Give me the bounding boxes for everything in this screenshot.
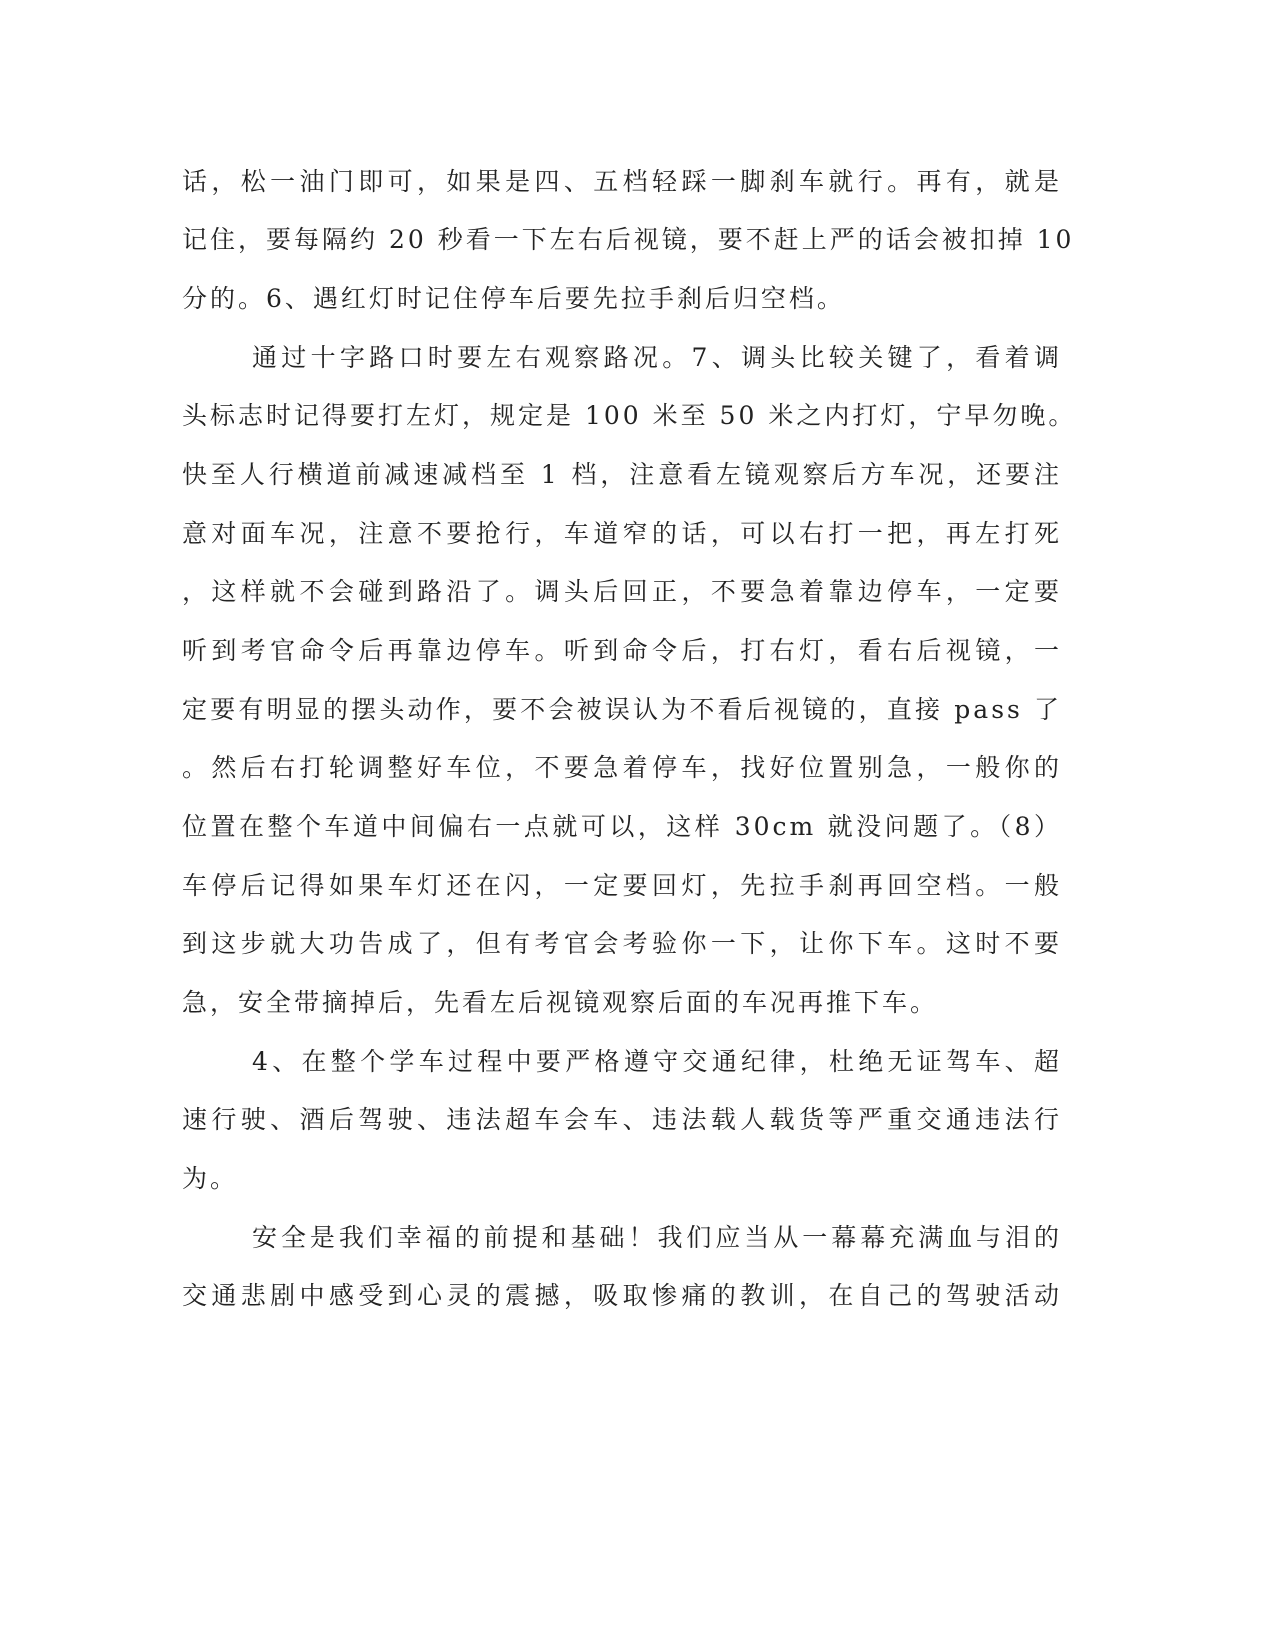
text-line-7: 意对面车况，注意不要抢行，车道窄的话，可以右打一把，再左打死 <box>182 519 1062 548</box>
text-line-14: 到这步就大功告成了，但有考官会考验你一下，让你下车。这时不要 <box>182 929 1062 958</box>
text-line-15: 急，安全带摘掉后，先看左后视镜观察后面的车况再推下车。 <box>182 988 939 1017</box>
text-line-6: 快至人行横道前减速减档至 1 档，注意看左镜观察后方车况，还要注 <box>182 460 1062 489</box>
text-line-10: 定要有明显的摆头动作，要不会被误认为不看后视镜的，直接 pass 了 <box>182 695 1062 724</box>
text-line-11: 。然后右打轮调整好车位，不要急着停车，找好位置别急，一般你的 <box>182 753 1062 782</box>
text-line-16: 4、在整个学车过程中要严格遵守交通纪律，杜绝无证驾车、超 <box>252 1047 1062 1076</box>
text-line-2: 记住，要每隔约 20 秒看一下左右后视镜，要不赶上严的话会被扣掉 10 <box>182 225 1075 254</box>
text-line-4: 通过十字路口时要左右观察路况。7、调头比较关键了，看着调 <box>252 343 1062 372</box>
text-line-5: 头标志时记得要打左灯，规定是 100 米至 50 米之内打灯，宁早勿晚。 <box>182 401 1077 430</box>
text-line-18: 为。 <box>182 1164 239 1193</box>
text-line-12: 位置在整个车道中间偏右一点就可以，这样 30cm 就没问题了。（8） <box>182 812 1062 841</box>
text-line-13: 车停后记得如果车灯还在闪，一定要回灯，先拉手刹再回空档。一般 <box>182 871 1062 900</box>
text-line-9: 听到考官命令后再靠边停车。听到命令后，打右灯，看右后视镜，一 <box>182 636 1062 665</box>
text-line-19: 安全是我们幸福的前提和基础！我们应当从一幕幕充满血与泪的 <box>252 1223 1062 1252</box>
text-line-3: 分的。6、遇红灯时记住停车后要先拉手刹后归空档。 <box>182 284 845 313</box>
text-line-1: 话，松一油门即可，如果是四、五档轻踩一脚刹车就行。再有，就是 <box>182 167 1062 196</box>
text-line-17: 速行驶、酒后驾驶、违法超车会车、违法载人载货等严重交通违法行 <box>182 1105 1062 1134</box>
text-line-20: 交通悲剧中感受到心灵的震撼，吸取惨痛的教训，在自己的驾驶活动 <box>182 1281 1062 1310</box>
text-line-8: ，这样就不会碰到路沿了。调头后回正，不要急着靠边停车，一定要 <box>182 577 1062 606</box>
